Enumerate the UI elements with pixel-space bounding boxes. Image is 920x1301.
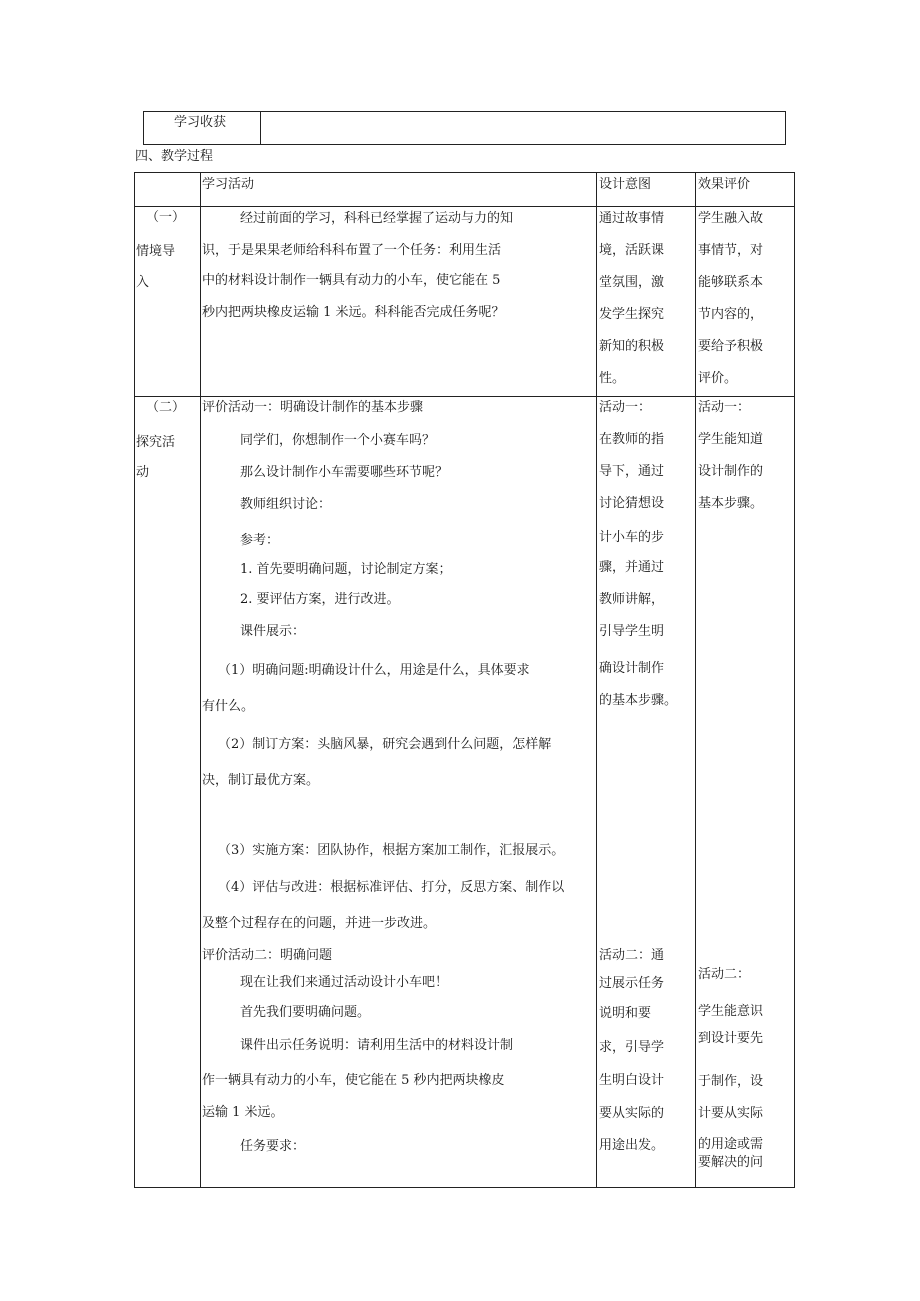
row1-stage: 情境导 [136, 244, 176, 259]
row2-evaluation-line: 要解决的问 [698, 1155, 764, 1170]
row2-stage: （二） [146, 400, 186, 415]
row2-evaluation-line: 的用途或需 [698, 1137, 764, 1152]
row2-intent-line: 活动二：通 [599, 948, 665, 963]
row2-activity-line: （3）实施方案：团队协作，根据方案加工制作，汇报展示。 [218, 843, 565, 858]
row2-evaluation-line: 设计制作的 [698, 464, 764, 479]
row2-intent-line: 确设计制作 [599, 661, 665, 676]
row2-intent-line: 教师讲解， [599, 592, 665, 607]
row2-intent-line: 生明白设计 [599, 1073, 665, 1088]
row2-activity-line: （4）评估与改进：根据标准评估、打分，反思方案、制作以 [218, 880, 565, 895]
row2-activity-line: （1）明确问题:明确设计什么，用途是什么，具体要求 [218, 663, 530, 678]
row2-activity-line: 课件展示： [240, 624, 306, 639]
row1-stage: 入 [136, 275, 150, 290]
row2-activity-line: 参考： [240, 533, 280, 548]
row1-evaluation-line: 事情节，对 [698, 243, 764, 258]
row2-activity-line: 有什么。 [202, 699, 255, 714]
learning-gains-label: 学习收获 [174, 115, 227, 130]
row2-evaluation-line: 活动一： [698, 400, 751, 415]
row2-activity-line: 决，制订最优方案。 [202, 773, 320, 788]
row2-activity-line: 评价活动二：明确问题 [202, 948, 333, 963]
row2-evaluation-line: 活动二： [698, 967, 751, 982]
row1-stage: （一） [146, 210, 186, 225]
row2-evaluation-line: 学生能意识 [698, 1004, 764, 1019]
row1-intent-line: 堂氛围，激 [599, 275, 665, 290]
row1-intent-line: 新知的积极 [599, 339, 665, 354]
row2-activity-line: 现在让我们来通过活动设计小车吧！ [240, 975, 449, 990]
row1-intent-line: 通过故事情 [599, 211, 665, 226]
row2-activity-line: （2）制订方案：头脑风暴，研究会遇到什么问题，怎样解 [218, 737, 552, 752]
row2-intent-line: 活动一： [599, 400, 652, 415]
row2-intent-line: 在教师的指 [599, 432, 665, 447]
row1-evaluation-line: 评价。 [698, 371, 738, 386]
row2-activity-line: 1. 首先要明确问题，讨论制定方案； [240, 562, 452, 577]
row2-evaluation-line: 到设计要先 [698, 1031, 764, 1046]
row2-activity-line: 课件出示任务说明：请利用生活中的材料设计制 [240, 1038, 514, 1053]
row2-activity-line: 评价活动一：明确设计制作的基本步骤 [202, 400, 424, 415]
header-evaluation: 效果评价 [698, 177, 751, 192]
row2-evaluation-line: 于制作，设 [698, 1074, 764, 1089]
row1-activity-line: 秒内把两块橡皮运输 1 米远。科科能否完成任务呢？ [202, 305, 505, 320]
row2-intent-line: 导下，通过 [599, 464, 665, 479]
row1-evaluation-line: 学生融入故 [698, 211, 764, 226]
row2-intent-line: 计小车的步 [599, 530, 665, 545]
row1-activity-line: 中的材料设计制作一辆具有动力的小车，使它能在 5 [202, 273, 501, 288]
row2-intent-line: 讨论猜想设 [599, 496, 665, 511]
row2-evaluation-line: 学生能知道 [698, 432, 764, 447]
row2-intent-line: 求，引导学 [599, 1040, 665, 1055]
row2-intent-line: 的基本步骤。 [599, 693, 678, 708]
row2-evaluation-line: 计要从实际 [698, 1106, 764, 1121]
row2-evaluation-line: 基本步骤。 [698, 496, 764, 511]
section-heading: 四、教学过程 [135, 149, 214, 164]
row1-intent-line: 境，活跃课 [599, 243, 665, 258]
row2-activity-line: 首先我们要明确问题。 [240, 1005, 371, 1020]
row1-activity-line: 识，于是果果老师给科科布置了一个任务：利用生活 [202, 243, 502, 258]
row1-evaluation-line: 要给予积极 [698, 339, 764, 354]
row2-stage: 动 [136, 465, 150, 480]
row2-intent-line: 要从实际的 [599, 1106, 665, 1121]
row2-stage: 探究活 [136, 435, 176, 450]
row2-intent-line: 引导学生明 [599, 624, 665, 639]
header-activity: 学习活动 [202, 177, 255, 192]
row2-activity-line: 作一辆具有动力的小车，使它能在 5 秒内把两块橡皮 [202, 1073, 505, 1088]
row2-activity-line: 任务要求： [240, 1139, 306, 1154]
row2-intent-line: 说明和要 [599, 1006, 652, 1021]
row2-activity-line: 那么设计制作小车需要哪些环节呢？ [240, 465, 449, 480]
row2-activity-line: 及整个过程存在的问题，并进一步改进。 [202, 916, 437, 931]
row1-intent-line: 发学生探究 [599, 307, 665, 322]
row2-intent-line: 骤，并通过 [599, 560, 665, 575]
row2-activity-line: 2. 要评估方案，进行改进。 [240, 592, 400, 607]
row2-activity-line: 运输 1 米远。 [202, 1105, 284, 1120]
row2-activity-line: 同学们，你想制作一个小赛车吗？ [240, 433, 436, 448]
row1-evaluation-line: 能够联系本 [698, 275, 764, 290]
row1-evaluation-line: 节内容的， [698, 307, 764, 322]
row1-intent-line: 性。 [599, 371, 626, 386]
row1-activity-line: 经过前面的学习，科科已经掌握了运动与力的知 [240, 211, 514, 226]
row2-intent-line: 用途出发。 [599, 1138, 665, 1153]
row2-activity-line: 教师组织讨论： [240, 497, 332, 512]
header-intent: 设计意图 [599, 177, 652, 192]
row2-intent-line: 过展示任务 [599, 976, 665, 991]
